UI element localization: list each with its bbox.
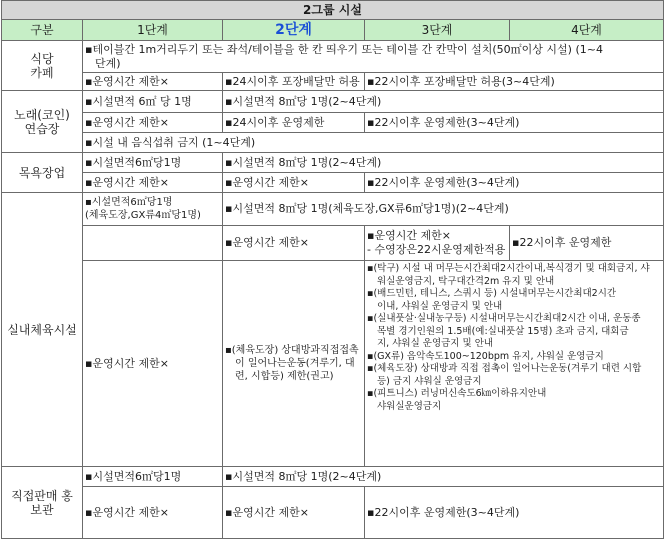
bath-hours-level-1: ▪운영시간 제한× [83, 173, 223, 193]
gym-rule-line: ▪(GX류) 음악속도100~120bpm 유지, 샤워실 운영금지 [367, 350, 604, 362]
gym-hours-level-3 [365, 226, 510, 261]
restaurant-level-1: ▪운영시간 제한× [83, 73, 223, 91]
category-gym: 실내체육시설 [2, 193, 83, 467]
gym-rules-level-2-line-2: 이 일어나는운동(겨루기, 대 [235, 358, 355, 369]
karaoke-area-level-1: ▪시설면적 6㎡ 당 1명 [83, 91, 223, 113]
restaurant-level-3-4: ▪22시이후 포장배달만 허용(3~4단계) [365, 73, 664, 91]
gym-hours-level-3-line-1: ▪운영시간 제한× [367, 229, 451, 242]
gym-rule-line: 이내, 샤워실 운영금지 및 안내 [377, 300, 503, 312]
sales-hours-level-3-4: ▪22시이후 운영제한(3~4단계) [365, 487, 664, 539]
bath-hours-level-2: ▪운영시간 제한× [223, 173, 365, 193]
gym-rules-level-3-4 [365, 261, 664, 467]
gym-rule-line: ▪(실내풋살·실내농구등) 시설내머무는시간최대2시간 이내, 운동종 [367, 313, 641, 324]
sales-hours-level-1: ▪운영시간 제한× [83, 487, 223, 539]
header-category: 구분 [2, 20, 83, 41]
gym-rule-line: 등) 금지 샤워실 운영금지 [377, 375, 482, 387]
category-bath: 목욕장업 [2, 153, 83, 193]
gym-rules-level-2-line-3: 련, 시합등) 제한(권고) [235, 371, 334, 382]
category-karaoke: 노래(코인) 연습장 [2, 91, 83, 153]
gym-rule-line: ▪(탁구) 시설 내 머무는시간최대2시간이내,복식경기 및 대회금지, 샤 [367, 263, 650, 274]
gym-rule-line: ▪(피트니스) 러닝머신속도6㎞이하유지안내 [367, 388, 547, 399]
bath-hours-level-3-4: ▪22시이후 운영제한(3~4단계) [365, 173, 664, 193]
bath-area-level-2-4: ▪시설면적 8㎡당 1명(2~4단계) [223, 153, 664, 173]
gym-rule-line: 목별 경기인원의 1.5배(예:실내풋살 15명) 초과 금지, 대회금 [377, 325, 629, 337]
distancing-table [1, 0, 664, 539]
gym-rule-line: ▪(배드민턴, 테니스, 스쿼시 등) 시설내머무는시간최대2시간 [367, 288, 617, 299]
gym-rule-line: 지, 샤워실 운영금지 및 안내 [377, 338, 494, 349]
sales-area-level-2-4: ▪시설면적 8㎡당 1명(2~4단계) [223, 467, 664, 487]
bath-area-level-1: ▪시설면적6㎡당1명 [83, 153, 223, 173]
table-title: 2그룹 시설 [2, 1, 664, 20]
header-row [2, 20, 664, 41]
gym-hours-level-1-blank [83, 226, 223, 261]
header-level-4: 4단계 [510, 20, 664, 41]
gym-rule-line: 워실운영금지, 탁구대간격2m 유지 및 안내 [377, 275, 555, 287]
gym-rule-line: 샤워실운영금지 [377, 400, 442, 412]
gym-rule-line: ▪(체육도장) 상대방과 직접 접촉이 일어나는운동(겨루기 대련 시합 [367, 363, 642, 374]
karaoke-hours-level-1: ▪운영시간 제한× [83, 113, 223, 133]
gym-area-level-1-line-2: (체육도장,GX류4㎡당1명) [85, 210, 201, 221]
karaoke-hours-level-3-4: ▪22시이후 운영제한(3~4단계) [365, 113, 664, 133]
category-restaurant: 식당 카페 [2, 41, 83, 91]
gym-rules-level-1: ▪운영시간 제한× [83, 261, 223, 467]
sales-area-level-1: ▪시설면적6㎡당1명 [83, 467, 223, 487]
category-direct-sales: 직접판매 홍 보관 [2, 467, 83, 539]
restaurant-seating-line-1: ▪테이블간 1m거리두기 또는 좌석/테이블을 한 칸 띄우기 또는 테이블 간 칸막이 설치(50㎡이상 시설) (1~4 [85, 42, 603, 56]
gym-area-level-1 [83, 193, 223, 226]
gym-hours-level-2: ▪운영시간 제한× [223, 226, 365, 261]
header-level-3: 3단계 [365, 20, 510, 41]
restaurant-level-2: ▪24시이후 포장배달만 허용 [223, 73, 365, 91]
karaoke-area-level-2-4: ▪시설면적 8㎡당 1명(2~4단계) [223, 91, 664, 113]
gym-area-level-2-4: ▪시설면적 8㎡당 1명(체육도장,GX류6㎡당1명)(2~4단계) [223, 193, 664, 226]
restaurant-seating-line-2: 단계) [95, 56, 121, 70]
gym-rules-level-2-line-1: ▪(체육도장) 상대방과직접접촉 [225, 345, 359, 356]
restaurant-seating-rule [83, 41, 664, 73]
karaoke-food-rule: ▪시설 내 음식섭취 금지 (1~4단계) [83, 133, 664, 153]
gym-rules-level-2 [223, 261, 365, 467]
header-level-2: 2단계 [223, 20, 365, 41]
gym-hours-level-3-line-2: - 수영장은22시운영제한적용 [367, 243, 506, 256]
sales-hours-level-2: ▪운영시간 제한× [223, 487, 365, 539]
gym-area-level-1-line-1: ▪시설면적6㎡당1명 [85, 197, 173, 208]
karaoke-hours-level-2: ▪24시이후 운영제한 [223, 113, 365, 133]
gym-hours-level-4: ▪22시이후 운영제한 [510, 226, 664, 261]
header-level-1: 1단계 [83, 20, 223, 41]
